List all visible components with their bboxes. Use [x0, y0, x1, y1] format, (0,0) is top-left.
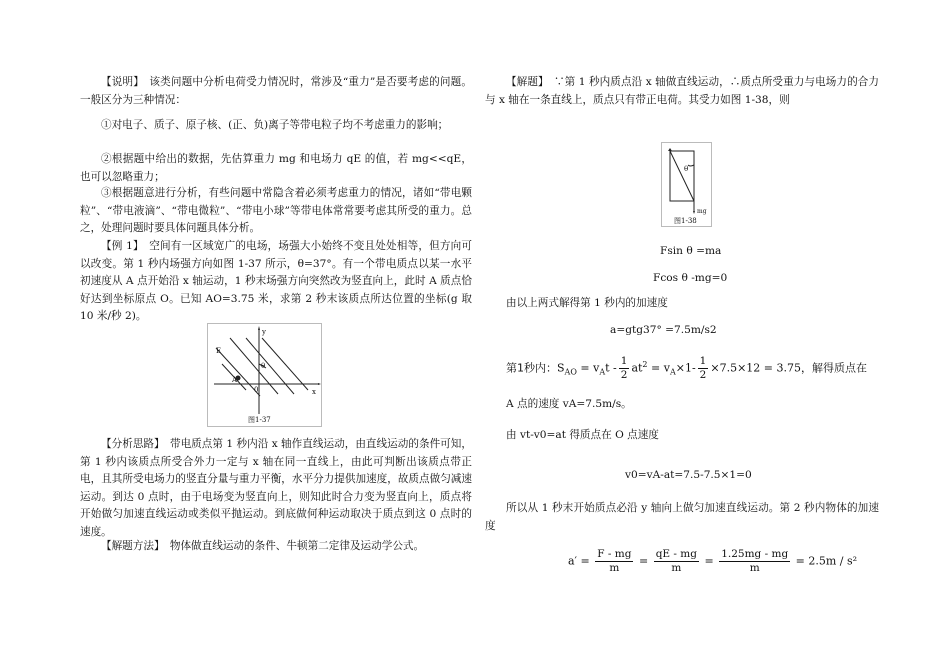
eq4-sub: AO: [564, 367, 577, 377]
eq6-frac-3: $\frac{1.25mg - mg}{m}$: [721, 548, 789, 574]
figure-1-37: [207, 323, 322, 427]
figure-1-38: [661, 142, 712, 227]
eq4-tail: ×1-: [675, 361, 696, 375]
example-1: 【例 1】 空间有一区域宽广的电场，场强大小始终不变且处处相等，但方向可以改变。第 1 秒内场强方向如图 1-37 所示，θ=37°。有一个带电质点以某一水平初速度从 A 点开始沿 x 轴运动，1 秒末场强方向突然改为竖直向上，此时 A 质点恰好达到坐标原点 O。已知 AO=3.75 米，求第 2 秒末该质点所达位置的坐标(g 取 10 米/秒 2)。: [80, 240, 472, 322]
eq6-lhs: a′ =: [568, 554, 590, 568]
eq4-prefix: 第1秒内：: [506, 361, 557, 375]
case-3: ③根据题意进行分析，有些问题中常隐含着必须考虑重力的情况，诸如“带电颗粒”、“带电液滴”、“带电微粒”、“带电小球”等带电体常常要考虑其所受的重力。总之，处理问题时要具体问题具体分析。: [80, 187, 472, 234]
label-x: x: [312, 388, 316, 396]
eq4-midsub: A: [599, 367, 606, 377]
equation-4: 第1秒内：$S_{AO} = v_At$ - $\frac{1}{2}$ $at^2 = v_A\times 1-$ $\frac{1}{2}$ ×7.5×12 = 3.75，解得质点在: [506, 355, 867, 381]
method-paragraph: 【解题方法】 物体做直线运动的条件、牛顿第二定律及运动学公式。: [101, 540, 425, 552]
equation-5: v0=vA-at=7.5-7.5×1=0: [625, 469, 752, 481]
label-theta-38: θ: [684, 165, 689, 173]
second-second-text: 所以从 1 秒末开始质点必沿 y 轴向上做匀加速直线运动。第 2 秒内物体的加速度: [485, 502, 879, 532]
label-e: E: [216, 347, 222, 355]
eq4-lhs: S: [557, 361, 565, 375]
equation-3: a=gtg37° =7.5m/s2: [610, 324, 717, 336]
case-1: ①对电子、质子、原子核、(正、负)离子等带电粒子均不考虑重力的影响；: [101, 119, 449, 131]
eq4-rest: = v: [647, 361, 670, 375]
eq4-at: at: [631, 361, 643, 375]
equation-2: Fcos θ -mg=0: [653, 272, 728, 284]
solution-paragraph: 【解题】 ∵第 1 秒内质点沿 x 轴做直线运动，∴质点所受重力与电场力的合力与 x 轴在一条直线上，质点只有带正电荷。其受力如图 1-38，则: [485, 76, 879, 106]
label-theta: θ: [261, 362, 266, 370]
eq4-t: t -: [605, 361, 617, 375]
eq4-rest-sub: A: [669, 367, 676, 377]
label-origin: 0: [254, 386, 259, 394]
force-diagram: [662, 143, 711, 226]
derive-text: 由以上两式解得第 1 秒内的加速度: [506, 297, 668, 309]
eq4-mid: = v: [576, 361, 600, 375]
eq6-frac-1: $\frac{F - mg}{m}$: [597, 548, 632, 574]
analysis-paragraph: 【分析思路】 带电质点第 1 秒内沿 x 轴作直线运动，由直线运动的条件可知，第 1 秒内该质点所受合外力一定与 x 轴在同一直线上，由此可判断出该质点带正电，且其所受电场力的竖直分量与重力平衡，水平分力提供加速度，故质点做匀减速运动。到达 0 点时，由于电场变为竖直向上，则知此时合力变为竖直向上，质点将开始做匀加速直线运动或类似平抛运动。到底做何种运动取决于质点到这 0 点时的速度。: [80, 438, 472, 538]
label-mg: mg: [697, 208, 707, 215]
equation-1: Fsin θ =ma: [660, 245, 722, 257]
eq4-frac-1: $\frac{1}{2}$: [620, 355, 628, 381]
eq4-end: ，解得质点在: [801, 361, 867, 375]
eq4-tail2: ×7.5×12 = 3.75: [710, 361, 801, 375]
eq4-frac-2: $\frac{1}{2}$: [699, 355, 707, 381]
equation-6: a′ = $\frac{F - mg}{m}$ = $\frac{qE - mg}{m}$ = $\frac{1.25mg - mg}{m}$ = 2.5m / s²: [568, 548, 858, 574]
case-2: ②根据题中给出的数据，先估算重力 mg 和电场力 qE 的值，若 mg<<qE，也可以忽略重力；: [80, 153, 472, 183]
caption-1-38: 图1-38: [674, 217, 697, 225]
label-y: y: [262, 328, 266, 336]
velocity-a: A 点的速度 vA=7.5m/s。: [506, 398, 632, 410]
caption-1-37: 图1-37: [248, 416, 271, 424]
label-a: A: [232, 376, 238, 384]
note-paragraph: 【说明】 该类问题中分析电荷受力情况时，常涉及“重力”是否要考虑的问题。一般区分为三种情况：: [80, 76, 472, 106]
eq6-frac-2: $\frac{qE - mg}{m}$: [655, 548, 697, 574]
velocity-o-text: 由 vt-v0=at 得质点在 O 点速度: [506, 429, 659, 441]
eq6-result: = 2.5m / s²: [795, 554, 858, 568]
field-diagram: [208, 324, 321, 426]
